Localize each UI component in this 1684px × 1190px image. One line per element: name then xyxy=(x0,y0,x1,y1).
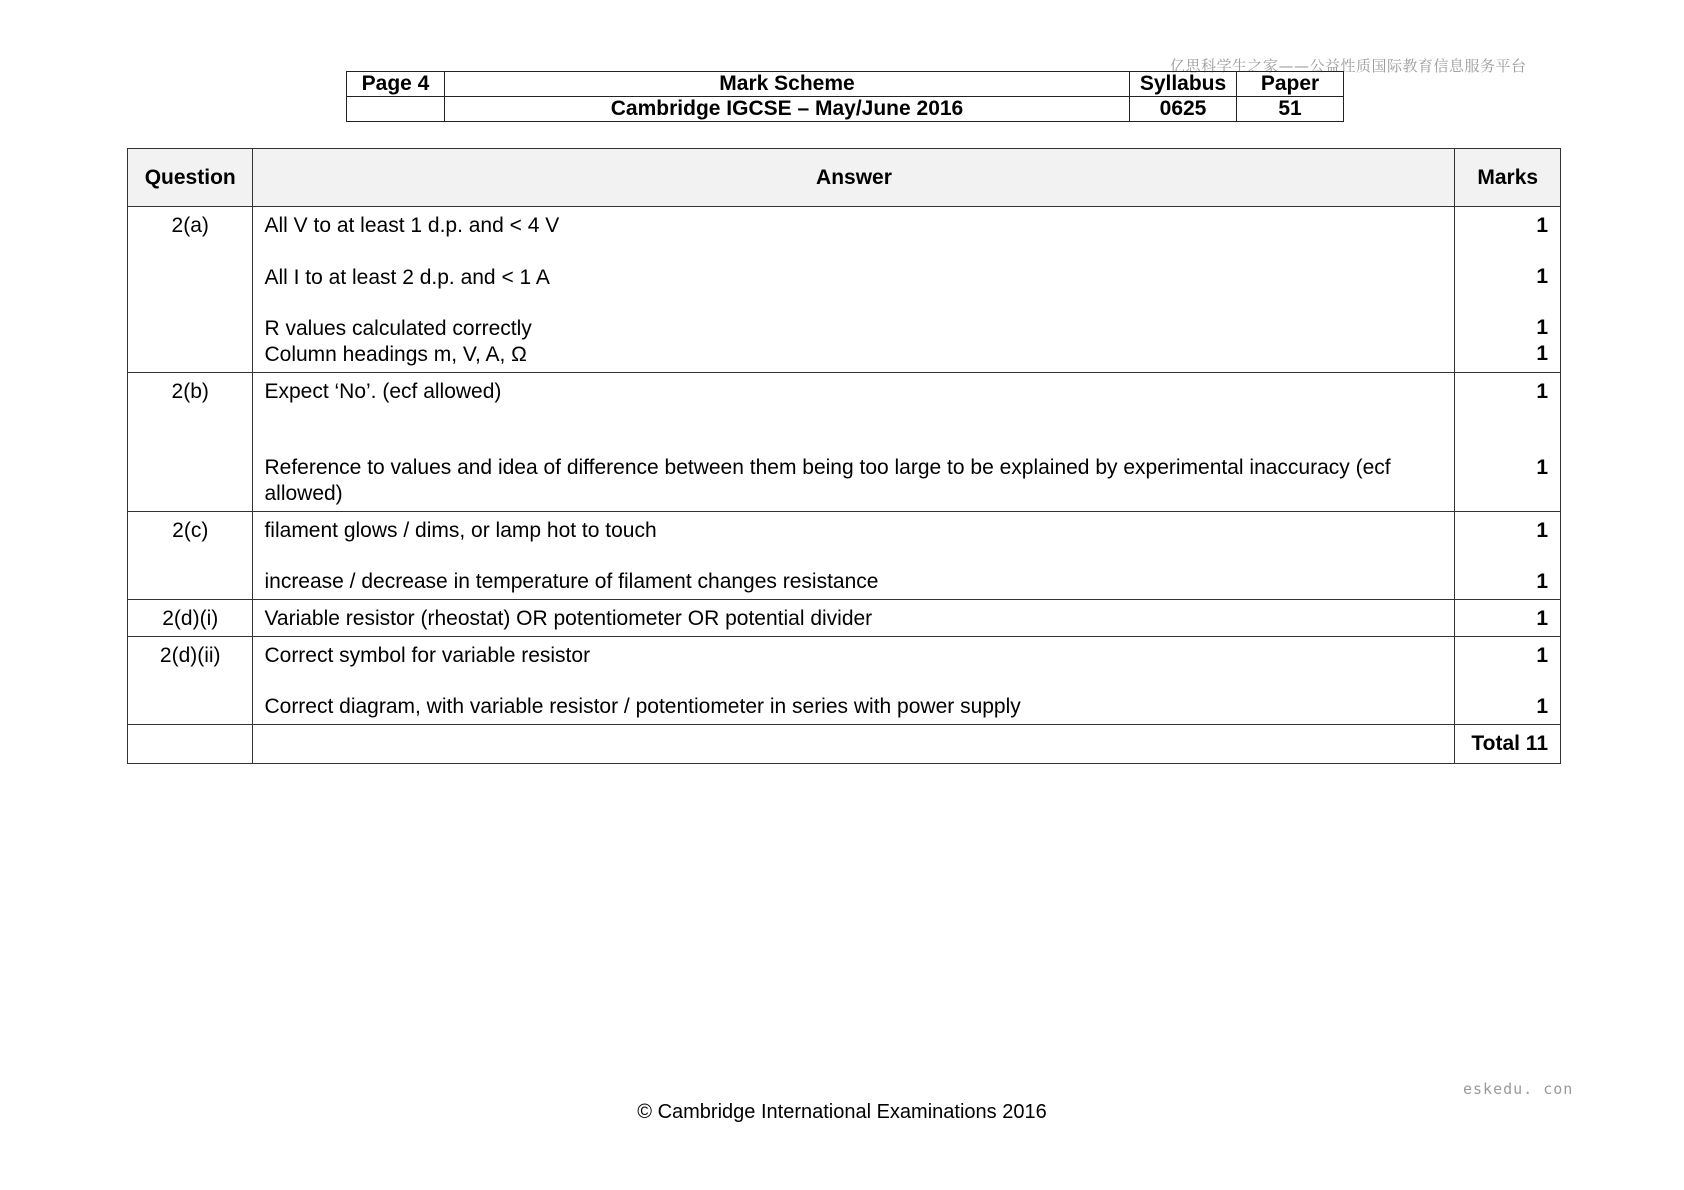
col-marks: Marks xyxy=(1455,149,1561,207)
col-question: Question xyxy=(128,149,253,207)
table-row xyxy=(128,600,1561,637)
table-row xyxy=(128,373,1561,512)
total-marks: Total 11 xyxy=(1455,725,1561,764)
watermark-top: 亿思科学生之家——公益性质国际教育信息服务平台 xyxy=(1170,57,1527,75)
question-number: 2(b) xyxy=(128,373,253,512)
answer-text: All I to at least 2 d.p. and < 1 A xyxy=(264,266,550,289)
page-blank xyxy=(347,97,445,122)
syllabus-label: Syllabus xyxy=(1130,72,1237,97)
marks-cell xyxy=(1455,600,1561,637)
copyright-footer: © Cambridge International Examinations 2016 xyxy=(637,1101,1047,1123)
mark-value: 1 xyxy=(1536,342,1548,365)
marks-cell xyxy=(1455,637,1561,725)
total-blank-question xyxy=(128,725,253,764)
table-row xyxy=(128,512,1561,600)
answer-text: All V to at least 1 d.p. and < 4 V xyxy=(264,214,560,237)
page-label: Page 4 xyxy=(347,72,445,97)
mark-value: 1 xyxy=(1536,695,1548,718)
question-number: 2(d)(ii) xyxy=(128,637,253,725)
exam-name: Cambridge IGCSE – May/June 2016 xyxy=(445,97,1130,122)
mark-value: 1 xyxy=(1536,380,1548,403)
answer-text: Variable resistor (rheostat) OR potentiometer OR potential divider xyxy=(264,607,873,630)
answer-text: Column headings m, V, A, Ω xyxy=(264,343,527,366)
answer-cell xyxy=(253,600,1455,637)
mark-value: 1 xyxy=(1536,316,1548,339)
mark-value: 1 xyxy=(1536,644,1548,667)
question-number: 2(c) xyxy=(128,512,253,600)
marks-cell xyxy=(1455,373,1561,512)
table-header-row xyxy=(128,149,1561,207)
paper-label: Paper xyxy=(1237,72,1344,97)
answer-text: Correct diagram, with variable resistor / potentiometer in series with power supply xyxy=(264,695,1021,718)
answer-text: Expect ‘No’. (ecf allowed) xyxy=(264,380,502,403)
table-row xyxy=(128,637,1561,725)
answer-cell xyxy=(253,637,1455,725)
answer-text: increase / decrease in temperature of filament changes resistance xyxy=(264,570,879,593)
marks-cell xyxy=(1455,207,1561,373)
total-row xyxy=(128,725,1561,764)
answer-cell xyxy=(253,207,1455,373)
syllabus-code: 0625 xyxy=(1130,97,1237,122)
watermark-bottom: eskedu. con xyxy=(1463,1080,1574,1098)
document-title: Mark Scheme xyxy=(445,72,1130,97)
question-number: 2(d)(i) xyxy=(128,600,253,637)
header-table xyxy=(346,71,1344,122)
answer-text: R values calculated correctly xyxy=(264,317,532,340)
paper-number: 51 xyxy=(1237,97,1344,122)
mark-value: 1 xyxy=(1536,265,1548,288)
mark-value: 1 xyxy=(1536,456,1548,479)
col-answer: Answer xyxy=(253,149,1455,207)
answer-text: filament glows / dims, or lamp hot to touch xyxy=(264,519,657,542)
mark-value: 1 xyxy=(1536,607,1548,630)
mark-value: 1 xyxy=(1536,214,1548,237)
question-number: 2(a) xyxy=(128,207,253,373)
answer-cell xyxy=(253,373,1455,512)
answer-text: Reference to values and idea of difference between them being too large to be explained by experimental inaccuracy (ecf allowed) xyxy=(264,456,1391,505)
mark-scheme-table xyxy=(127,148,1561,764)
marks-cell xyxy=(1455,512,1561,600)
table-row xyxy=(128,207,1561,373)
mark-value: 1 xyxy=(1536,570,1548,593)
answer-cell xyxy=(253,512,1455,600)
total-blank-answer xyxy=(253,725,1455,764)
mark-value: 1 xyxy=(1536,519,1548,542)
answer-text: Correct symbol for variable resistor xyxy=(264,644,591,667)
